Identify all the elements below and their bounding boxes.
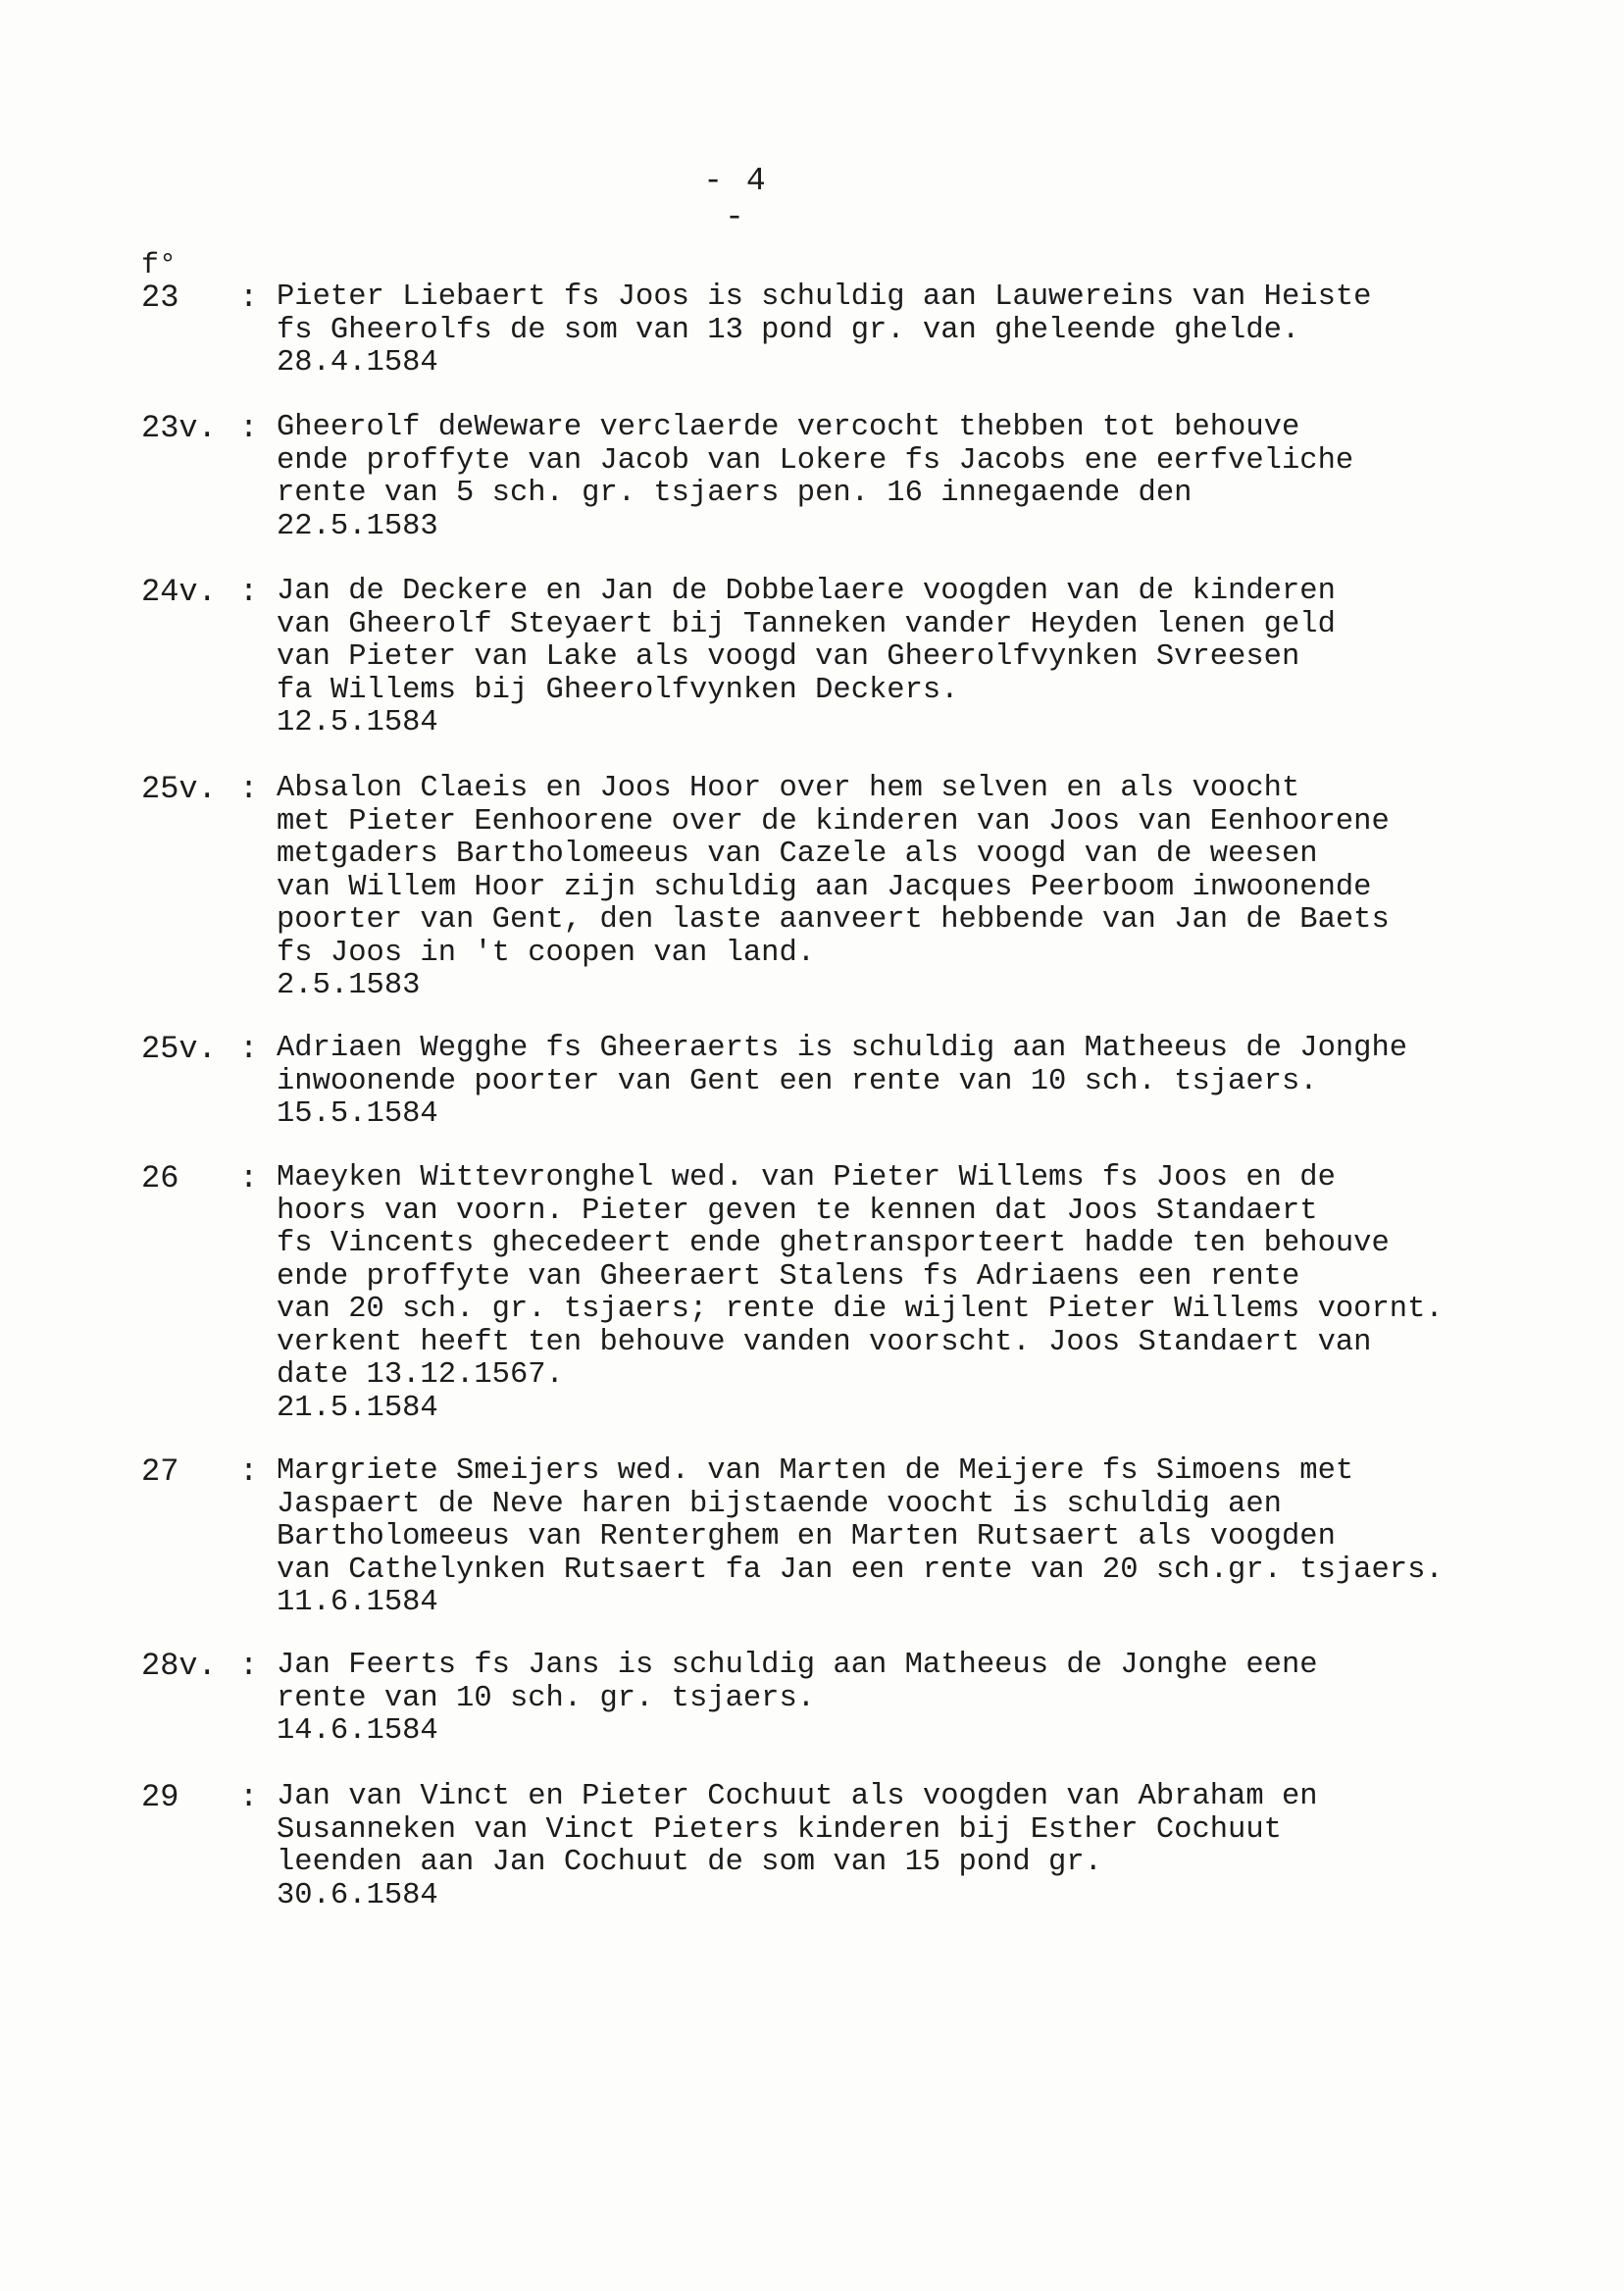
entry-line: van 20 sch. gr. tsjaers; rente die wijlent Pieter Willems voornt. (277, 1293, 1444, 1326)
entry-text (277, 576, 1336, 740)
entry-text (277, 281, 1371, 381)
entry-text (277, 1781, 1318, 1912)
entry-line: poorter van Gent, den laste aanveert hebbende van Jan de Baets (277, 903, 1390, 937)
entry-separator: : (239, 1779, 259, 1815)
entry-separator: : (239, 771, 259, 807)
entry-text (277, 1650, 1318, 1749)
entry-line: Maeyken Wittevronghel wed. van Pieter Willems fs Joos en de (277, 1161, 1336, 1195)
entry-text (277, 1162, 1444, 1425)
entry-line: van Willem Hoor zijn schuldig aan Jacques Peerboom inwoonende (277, 870, 1372, 904)
entry-line: van Pieter van Lake als voogd van Gheerolfvynken Svreesen (277, 640, 1300, 674)
entry-line: verkent heeft ten behouve vanden voorscht. Joos Standaert van (277, 1325, 1372, 1359)
entry-text (277, 1033, 1407, 1132)
entry-separator: : (239, 410, 259, 446)
entry-line: rente van 10 sch. gr. tsjaers. (277, 1681, 816, 1715)
entry-line: ende proffyte van Jacob van Lokere fs Jacobs ene eerfveliche (277, 443, 1354, 478)
entry-line: Jan Feerts fs Jans is schuldig aan Matheeus de Jonghe eene (277, 1649, 1318, 1682)
entry-line: met Pieter Eenhoorene over de kinderen van Joos van Eenhoorene (277, 804, 1390, 839)
entry-line: Adriaen Wegghe fs Gheeraerts is schuldig aan Matheeus de Jonghe (277, 1032, 1408, 1065)
entry-separator: : (239, 1648, 259, 1684)
entry-line: fs Vincents ghecedeert ende ghetransporteert hadde ten behouve (277, 1227, 1390, 1260)
entry-text (277, 412, 1353, 543)
folio-reference: 26 (141, 1160, 179, 1196)
entry-date: 21.5.1584 (277, 1391, 438, 1425)
folio-reference: 23v. (141, 410, 217, 446)
entry-date: 12.5.1584 (277, 706, 438, 739)
entry-line: van Gheerolf Steyaert bij Tanneken vander Heyden lenen geld (277, 607, 1336, 641)
folio-reference: 25v. (141, 771, 217, 807)
entry-date: 11.6.1584 (277, 1586, 438, 1619)
folio-reference: 25v. (141, 1031, 217, 1067)
folio-column-label: f° (141, 249, 178, 282)
entry-line: hoors van voorn. Pieter geven te kennen dat Joos Standaert (277, 1194, 1318, 1228)
entry-line: metgaders Bartholomeeus van Cazele als voogd van de weesen (277, 838, 1318, 871)
entry-line: Margriete Smeijers wed. van Marten de Meijere fs Simoens met (277, 1454, 1354, 1488)
entry-separator: : (239, 574, 259, 610)
entry-line: inwoonende poorter van Gent een rente van 10 sch. tsjaers. (277, 1064, 1318, 1098)
entry-line: ende proffyte van Gheeraert Stalens fs Adriaens een rente (277, 1259, 1300, 1294)
entry-line: Bartholomeeus van Renterghem en Marten Rutsaert als voogden (277, 1520, 1336, 1553)
entry-line: Jan van Vinct en Pieter Cochuut als voogden van Abraham en (277, 1780, 1318, 1813)
entry-line: fs Gheerolfs de som van 13 pond gr. van gheleende ghelde. (277, 313, 1300, 347)
entry-line: leenden aan Jan Cochuut de som van 15 pond gr. (277, 1846, 1102, 1879)
entry-line: Pieter Liebaert fs Joos is schuldig aan Lauwereins van Heiste (277, 280, 1372, 314)
entry-line: Jan de Deckere en Jan de Dobbelaere voogden van de kinderen (277, 575, 1336, 608)
entry-text (277, 773, 1390, 1003)
entry-line: Absalon Claeis en Joos Hoor over hem selven en als voocht (277, 772, 1300, 805)
entry-date: 15.5.1584 (277, 1097, 438, 1131)
entry-separator: : (239, 1160, 259, 1196)
entry-line: fa Willems bij Gheerolfvynken Deckers. (277, 673, 959, 707)
entry-line: Susanneken van Vinct Pieters kinderen bij Esther Cochuut (277, 1812, 1282, 1847)
entry-date: 30.6.1584 (277, 1878, 438, 1912)
entry-date: 14.6.1584 (277, 1714, 438, 1748)
entry-line: fs Joos in 't coopen van land. (277, 936, 816, 970)
entry-separator: : (239, 1031, 259, 1067)
entry-date: 2.5.1583 (277, 969, 421, 1002)
folio-reference: 24v. (141, 574, 217, 610)
entry-line: Jaspaert de Neve haren bijstaende voocht is schuldig aen (277, 1487, 1282, 1521)
entry-separator: : (239, 280, 259, 316)
entry-line: rente van 5 sch. gr. tsjaers pen. 16 innegaende den (277, 477, 1193, 510)
entry-date: 28.4.1584 (277, 346, 438, 380)
folio-reference: 27 (141, 1453, 179, 1490)
entry-date: 22.5.1583 (277, 509, 438, 543)
folio-reference: 29 (141, 1779, 179, 1815)
entry-line: Gheerolf deWeware verclaerde vercocht thebben tot behouve (277, 411, 1300, 444)
page-number: - 4 - (703, 163, 768, 235)
entry-separator: : (239, 1453, 259, 1490)
entry-line: date 13.12.1567. (277, 1358, 564, 1392)
entry-text (277, 1455, 1444, 1620)
entry-line: van Cathelynken Rutsaert fa Jan een rente van 20 sch.gr. tsjaers. (277, 1553, 1444, 1587)
folio-reference: 23 (141, 280, 179, 316)
folio-reference: 28v. (141, 1648, 217, 1684)
